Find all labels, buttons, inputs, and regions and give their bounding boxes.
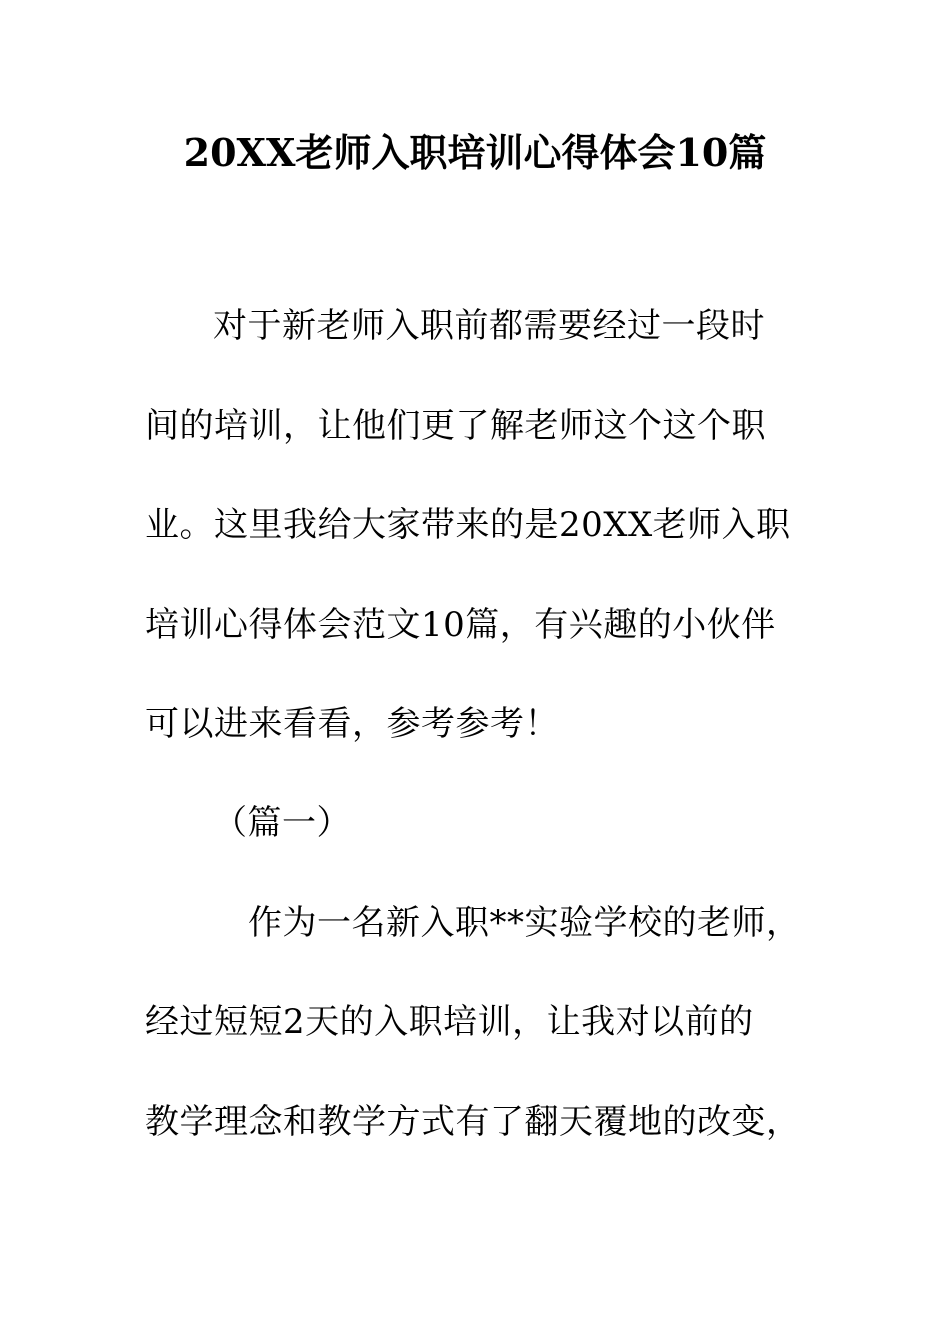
body-line-1: 作为一名新入职**实验学校的老师， — [248, 903, 801, 943]
intro-line-3: 业。这里我给大家带来的是20XX老师入职 — [145, 505, 791, 545]
intro-line-4: 培训心得体会范文10篇，有兴趣的小伙伴 — [145, 605, 776, 645]
intro-line-2: 间的培训，让他们更了解老师这个这个职 — [145, 406, 766, 446]
document-title: 20XX老师入职培训心得体会10篇 — [183, 130, 767, 175]
body-line-3: 教学理念和教学方式有了翻天覆地的改变， — [145, 1102, 801, 1142]
body-line-2: 经过短短2天的入职培训，让我对以前的 — [145, 1002, 754, 1042]
intro-line-1: 对于新老师入职前都需要经过一段时 — [213, 306, 765, 346]
section-heading: （篇一） — [213, 803, 351, 843]
intro-line-5: 可以进来看看，参考参考！ — [145, 704, 559, 744]
